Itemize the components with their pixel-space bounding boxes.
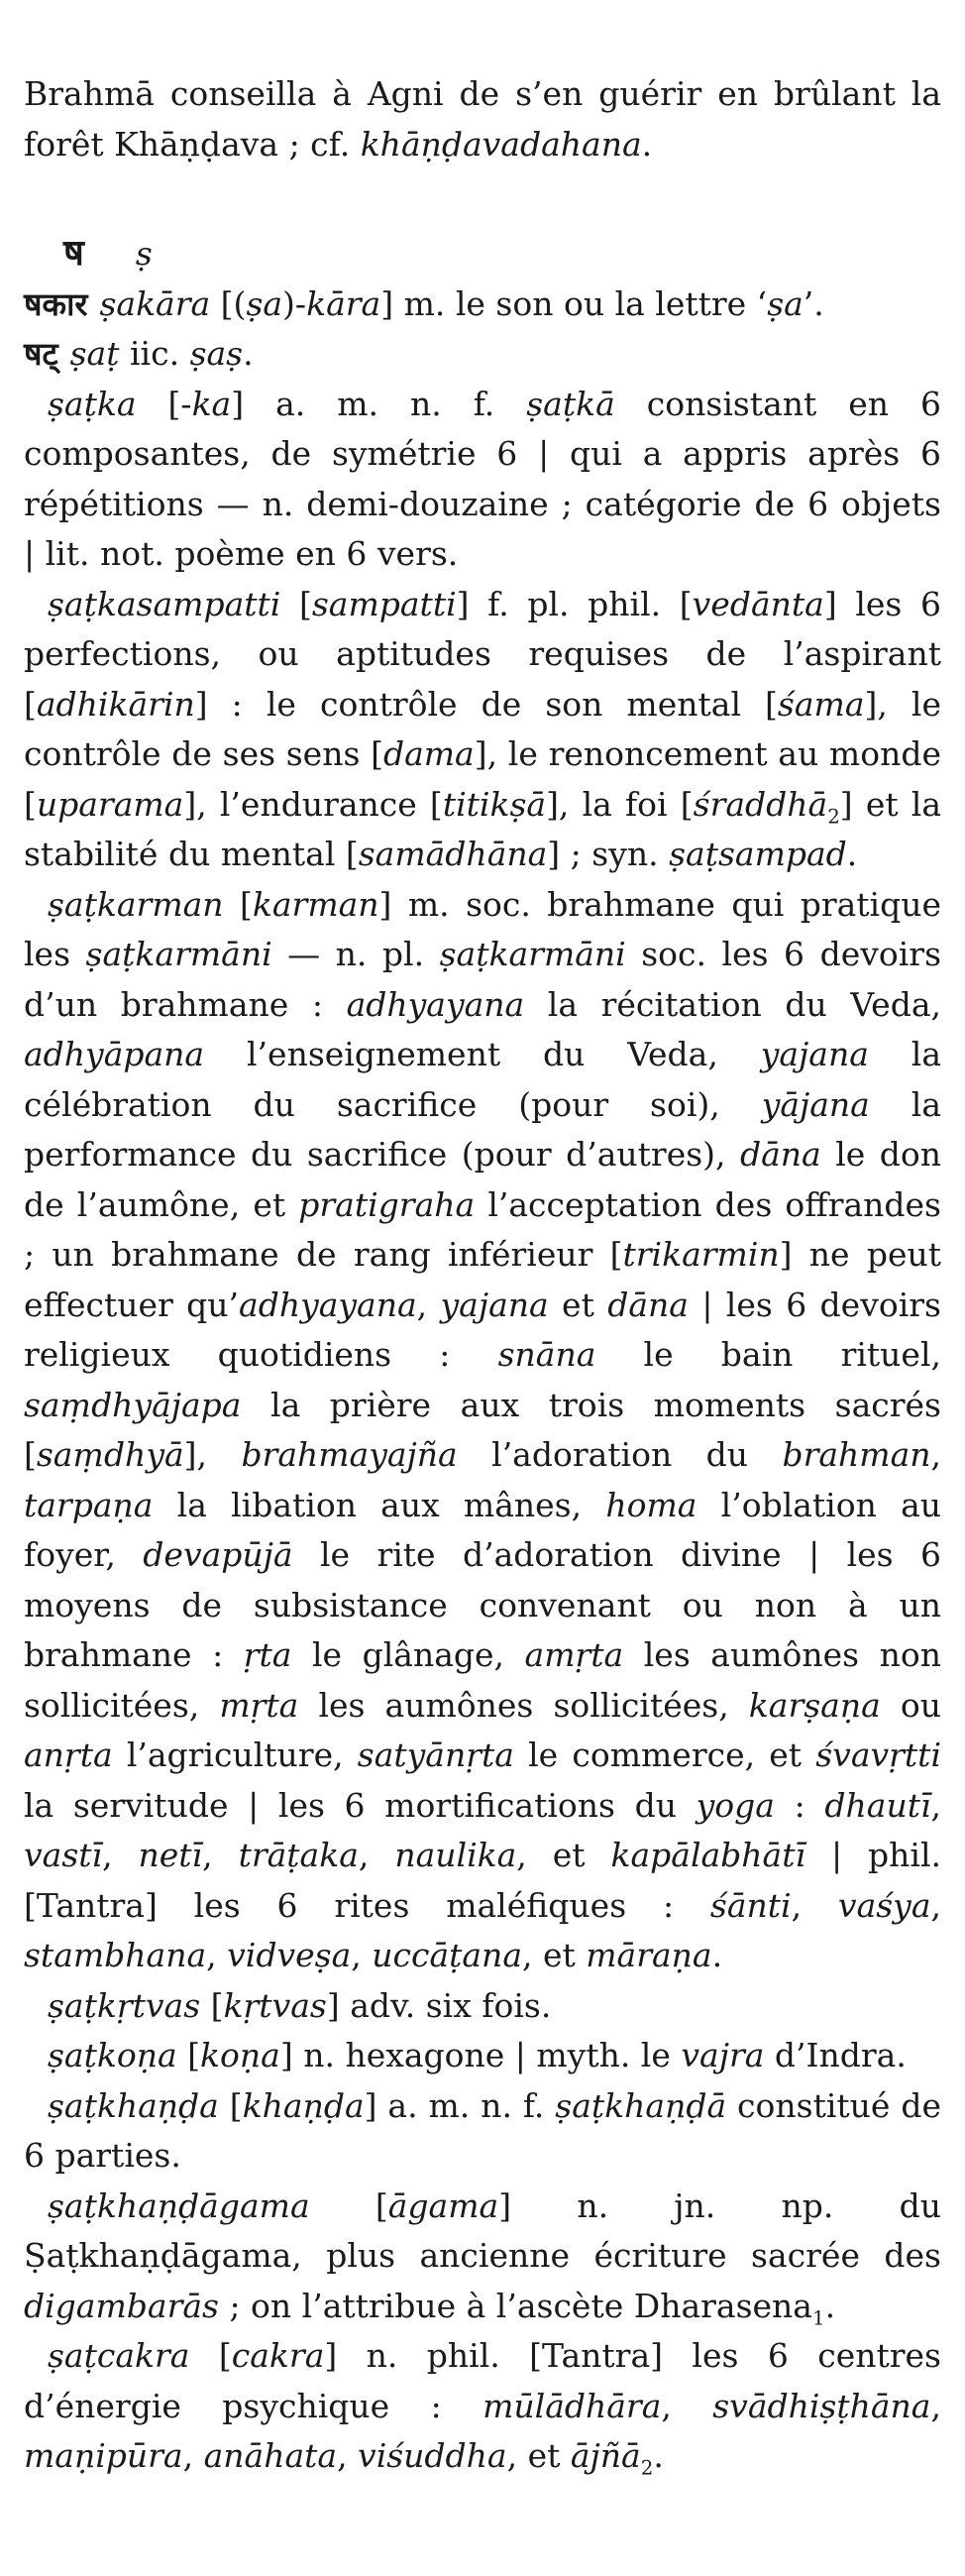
entry-satkasampatti [24,580,941,880]
text: . [846,835,858,873]
term: uparama [36,784,184,824]
text: , [930,1885,941,1925]
text: l’agriculture, [112,1736,358,1774]
text: . [641,124,653,164]
term: homa [605,1485,697,1524]
term: śānti [709,1885,792,1925]
text: , et [506,2436,571,2475]
text: : [774,1785,825,1825]
text: la servitude | les 6 mortifications du [24,1785,697,1825]
headword: ṣaṭcakra [48,2336,190,2375]
text: [ [223,884,253,924]
term: dāna [607,1285,689,1324]
text: , et [522,1936,587,1974]
term: yajana [760,1035,869,1073]
text: la récitation du Veda, [524,984,941,1024]
text: , [791,1885,838,1925]
text: ], [183,1435,242,1474]
term: vajra [681,2036,765,2074]
term: samādhāna [358,835,548,873]
text: , [358,1836,395,1874]
entry-satkhanda [24,2081,941,2182]
text: ] et la stabilité du mental [ [24,784,942,873]
term: ṣaṭkarmāni [439,935,626,973]
text: , [102,1836,139,1874]
text: [ [189,2336,232,2375]
text: ] f. pl. phil. [ [456,584,693,623]
text: , [182,2436,204,2475]
term: adhyayana [239,1285,417,1324]
term: svādhiṣṭhāna [712,2386,931,2425]
text: , [930,1435,941,1474]
cross-reference: khāṇḍavadahana [360,124,642,164]
term: satyānṛta [357,1736,514,1774]
term: viśuddha [358,2436,507,2475]
term: brahman [782,1435,931,1474]
text: , [202,1836,239,1874]
term: adhikārin [36,684,195,724]
text: les aumônes sollicitées, [298,1685,749,1725]
text: ], le contrôle de ses sens [ [24,684,941,773]
term: māraṇa [586,1936,712,1974]
text: ] les 6 perfections, ou aptitudes requises de l’aspirant [ [24,584,941,724]
text: l’adoration du [457,1435,783,1474]
entry-satkona [24,2031,941,2081]
text: ] a. m. n. f. [364,2085,556,2125]
term: titikṣā [442,784,547,824]
text: ] ; syn. [547,835,670,873]
text: , [416,1285,441,1324]
text: [ [309,2185,388,2225]
term: ṛta [243,1635,292,1674]
text: le bain rituel, [595,1335,941,1374]
term: vedānta [692,584,824,623]
subscript: 2 [827,805,840,829]
text: la performance du sacrifice (pour d’autres), [24,1084,941,1174]
entry-satkarman [24,880,941,1981]
text: les aumônes non sollicitées, [24,1635,941,1725]
text: [( [210,283,247,323]
term: tarpaṇa [24,1485,154,1524]
entry-satkhandagama [24,2182,941,2332]
term: śama [777,684,865,724]
text: , et [516,1836,611,1874]
text: d’Indra. [764,2036,907,2074]
text: et [548,1285,608,1324]
text: l’acceptation des offrandes ; un brahmane de rang inférieur [ [24,1184,941,1274]
text: consistant en 6 composantes, de symétrie 6 | qui a appris après 6 répétitions — n. demi-douzaine ; catégorie de 6 objets | lit. not. poème en 6 vers. [24,384,942,573]
term: ṣaṭsampad [669,835,847,873]
text: ] m. le son ou la lettre ‘ [380,283,768,323]
term: khaṇḍa [242,2085,365,2125]
term: ṣa [767,283,804,323]
term: cakra [231,2336,325,2375]
term: anṛta [24,1736,113,1774]
term: vidveṣa [227,1936,352,1974]
text: ; on l’attribue à l’ascète Dharasena [218,2286,812,2325]
entry-satka [24,380,941,580]
text: l’oblation au foyer, [24,1485,942,1574]
term: trikarmin [622,1235,780,1274]
text: la célébration du sacrifice (pour soi), [24,1035,942,1124]
text: . [653,2436,664,2475]
term: adhyayana [346,984,525,1024]
text: ] n. hexagone | myth. le [279,2036,682,2074]
term: ka [191,384,232,423]
text: ] : le contrôle de son mental [ [194,684,778,724]
text: le rite d’adoration divine | les 6 moyens de subsistance convenant ou non à un brahmane : [24,1535,941,1674]
term: vaśya [837,1885,931,1925]
text: le don de l’aumône, et [24,1135,942,1224]
text: , [930,2386,941,2425]
term: amṛta [524,1635,624,1674]
term: devapūjā [143,1535,293,1574]
entry-satkrtvas [24,1981,941,2032]
text: . [243,334,254,373]
text: ou [880,1685,941,1725]
term: mṛta [219,1685,299,1725]
entry-sakara [24,280,941,330]
term: śraddhā [693,784,828,824]
headword: ṣaṭkoṇa [48,2036,177,2074]
term: trāṭaka [238,1836,359,1874]
devanagari-headword: षकार [24,284,88,323]
headword: ṣaṭkasampatti [48,584,281,623]
term: ājñā [570,2436,641,2475]
text: le commerce, et [513,1736,816,1774]
term: āgama [387,2185,499,2225]
text: ] adv. six fois. [326,1985,552,2025]
text: )- [282,283,307,323]
intro-paragraph [24,69,941,169]
term: maṇipūra [24,2436,183,2475]
text: ] n. phil. [Tantra] les 6 centres d’énergie psychique : [24,2336,941,2425]
term: dhautī [824,1785,931,1825]
headword: ṣaṭkhaṇḍāgama [48,2185,310,2225]
text: ], la foi [ [546,784,694,824]
term: adhyāpana [24,1035,205,1073]
term: vastī [24,1836,103,1874]
text: , [337,2436,359,2475]
text: la libation aux mânes, [153,1485,606,1524]
text: ] n. jn. np. du Ṣaṭkhaṇḍāgama, plus ancienne écriture sacrée des [24,2185,941,2275]
term: naulika [394,1836,517,1874]
text: ], l’endurance [ [183,784,443,824]
term: saṃdhyājapa [24,1385,242,1424]
text: ’. [803,283,824,323]
headword: ṣaṭkṛtvas [48,1985,201,2025]
term: ṣa [246,283,283,323]
text: Brahmā conseilla à Agni de s’en guérir en brûlant la forêt Khāṇḍava ; cf. [24,74,941,164]
text: ] a. m. n. f. [231,384,527,423]
term: yājana [761,1084,870,1124]
text: . [711,1936,723,1974]
term: stambhana [24,1936,207,1974]
term: koṇa [200,2036,280,2074]
devanagari-letter: ष [63,233,84,274]
text: , [206,1936,228,1974]
term: ṣaṣ [189,334,244,373]
text: l’enseignement du Veda, [204,1035,761,1073]
text: ] m. soc. brahmane qui pratique les [24,884,941,973]
section-letter-heading [24,229,941,280]
term: yajana [440,1285,549,1324]
term: śvavṛtti [815,1736,941,1774]
term: dama [382,734,475,773]
term: mūlādhāra [482,2386,662,2425]
text: [ [280,584,312,623]
term: yoga [696,1785,775,1825]
text: | les 6 devoirs religieux quotidiens : [24,1285,941,1374]
term: sampatti [311,584,457,623]
text: , [930,1785,942,1825]
text: ], le renoncement au monde [ [24,734,941,824]
text: iic. [119,334,190,373]
text: la prière aux trois moments sacrés [ [24,1385,941,1474]
text: , [351,1936,373,1974]
term: kapālabhātī [610,1836,806,1874]
subscript: 2 [640,2456,654,2480]
term: kṛtvas [223,1985,327,2025]
headword: ṣaṭkarman [48,884,224,924]
subscript: 1 [811,2306,825,2330]
headword: ṣaṭ [69,334,120,373]
term: dāna [740,1135,821,1174]
text: | phil. [Tantra] les 6 rites maléfiques : [24,1836,942,1925]
text: . [824,2286,836,2325]
text: , [661,2386,713,2425]
term: pratigraha [298,1184,476,1224]
text: soc. les 6 devoirs d’un brahmane : [24,935,941,1024]
headword: ṣaṭkhaṇḍa [48,2085,219,2125]
headword: ṣakāra [99,283,211,323]
text: [ [218,2085,243,2125]
term: anāhata [203,2436,338,2475]
transliterated-letter: ṣ [135,234,153,273]
text: ] ne peut effectuer qu’ [24,1235,941,1324]
text: — n. pl. [271,935,440,973]
devanagari-headword: षट् [24,335,58,373]
term: netī [138,1836,203,1874]
term: karman [252,884,379,924]
term: kāra [306,283,381,323]
headword: ṣaṭka [48,384,137,423]
text: [- [136,384,192,423]
term: karṣaṇa [748,1685,881,1725]
term: saṃdhyā [36,1435,184,1474]
entry-satcakra [24,2331,941,2482]
entry-sat [24,329,941,380]
term: ṣaṭkarmāni [85,935,272,973]
term: snāna [497,1335,596,1374]
text: constitué de 6 parties. [24,2085,942,2175]
term: uccāṭana [372,1936,522,1974]
text: [ [200,1985,224,2025]
dictionary-page [24,69,941,2482]
term: digambarās [24,2286,219,2325]
text: le glânage, [291,1635,525,1674]
term: ṣaṭkhaṇḍā [555,2085,727,2125]
term: ṣaṭkā [526,384,615,423]
term: brahmayajña [241,1435,458,1474]
text: [ [176,2036,201,2074]
